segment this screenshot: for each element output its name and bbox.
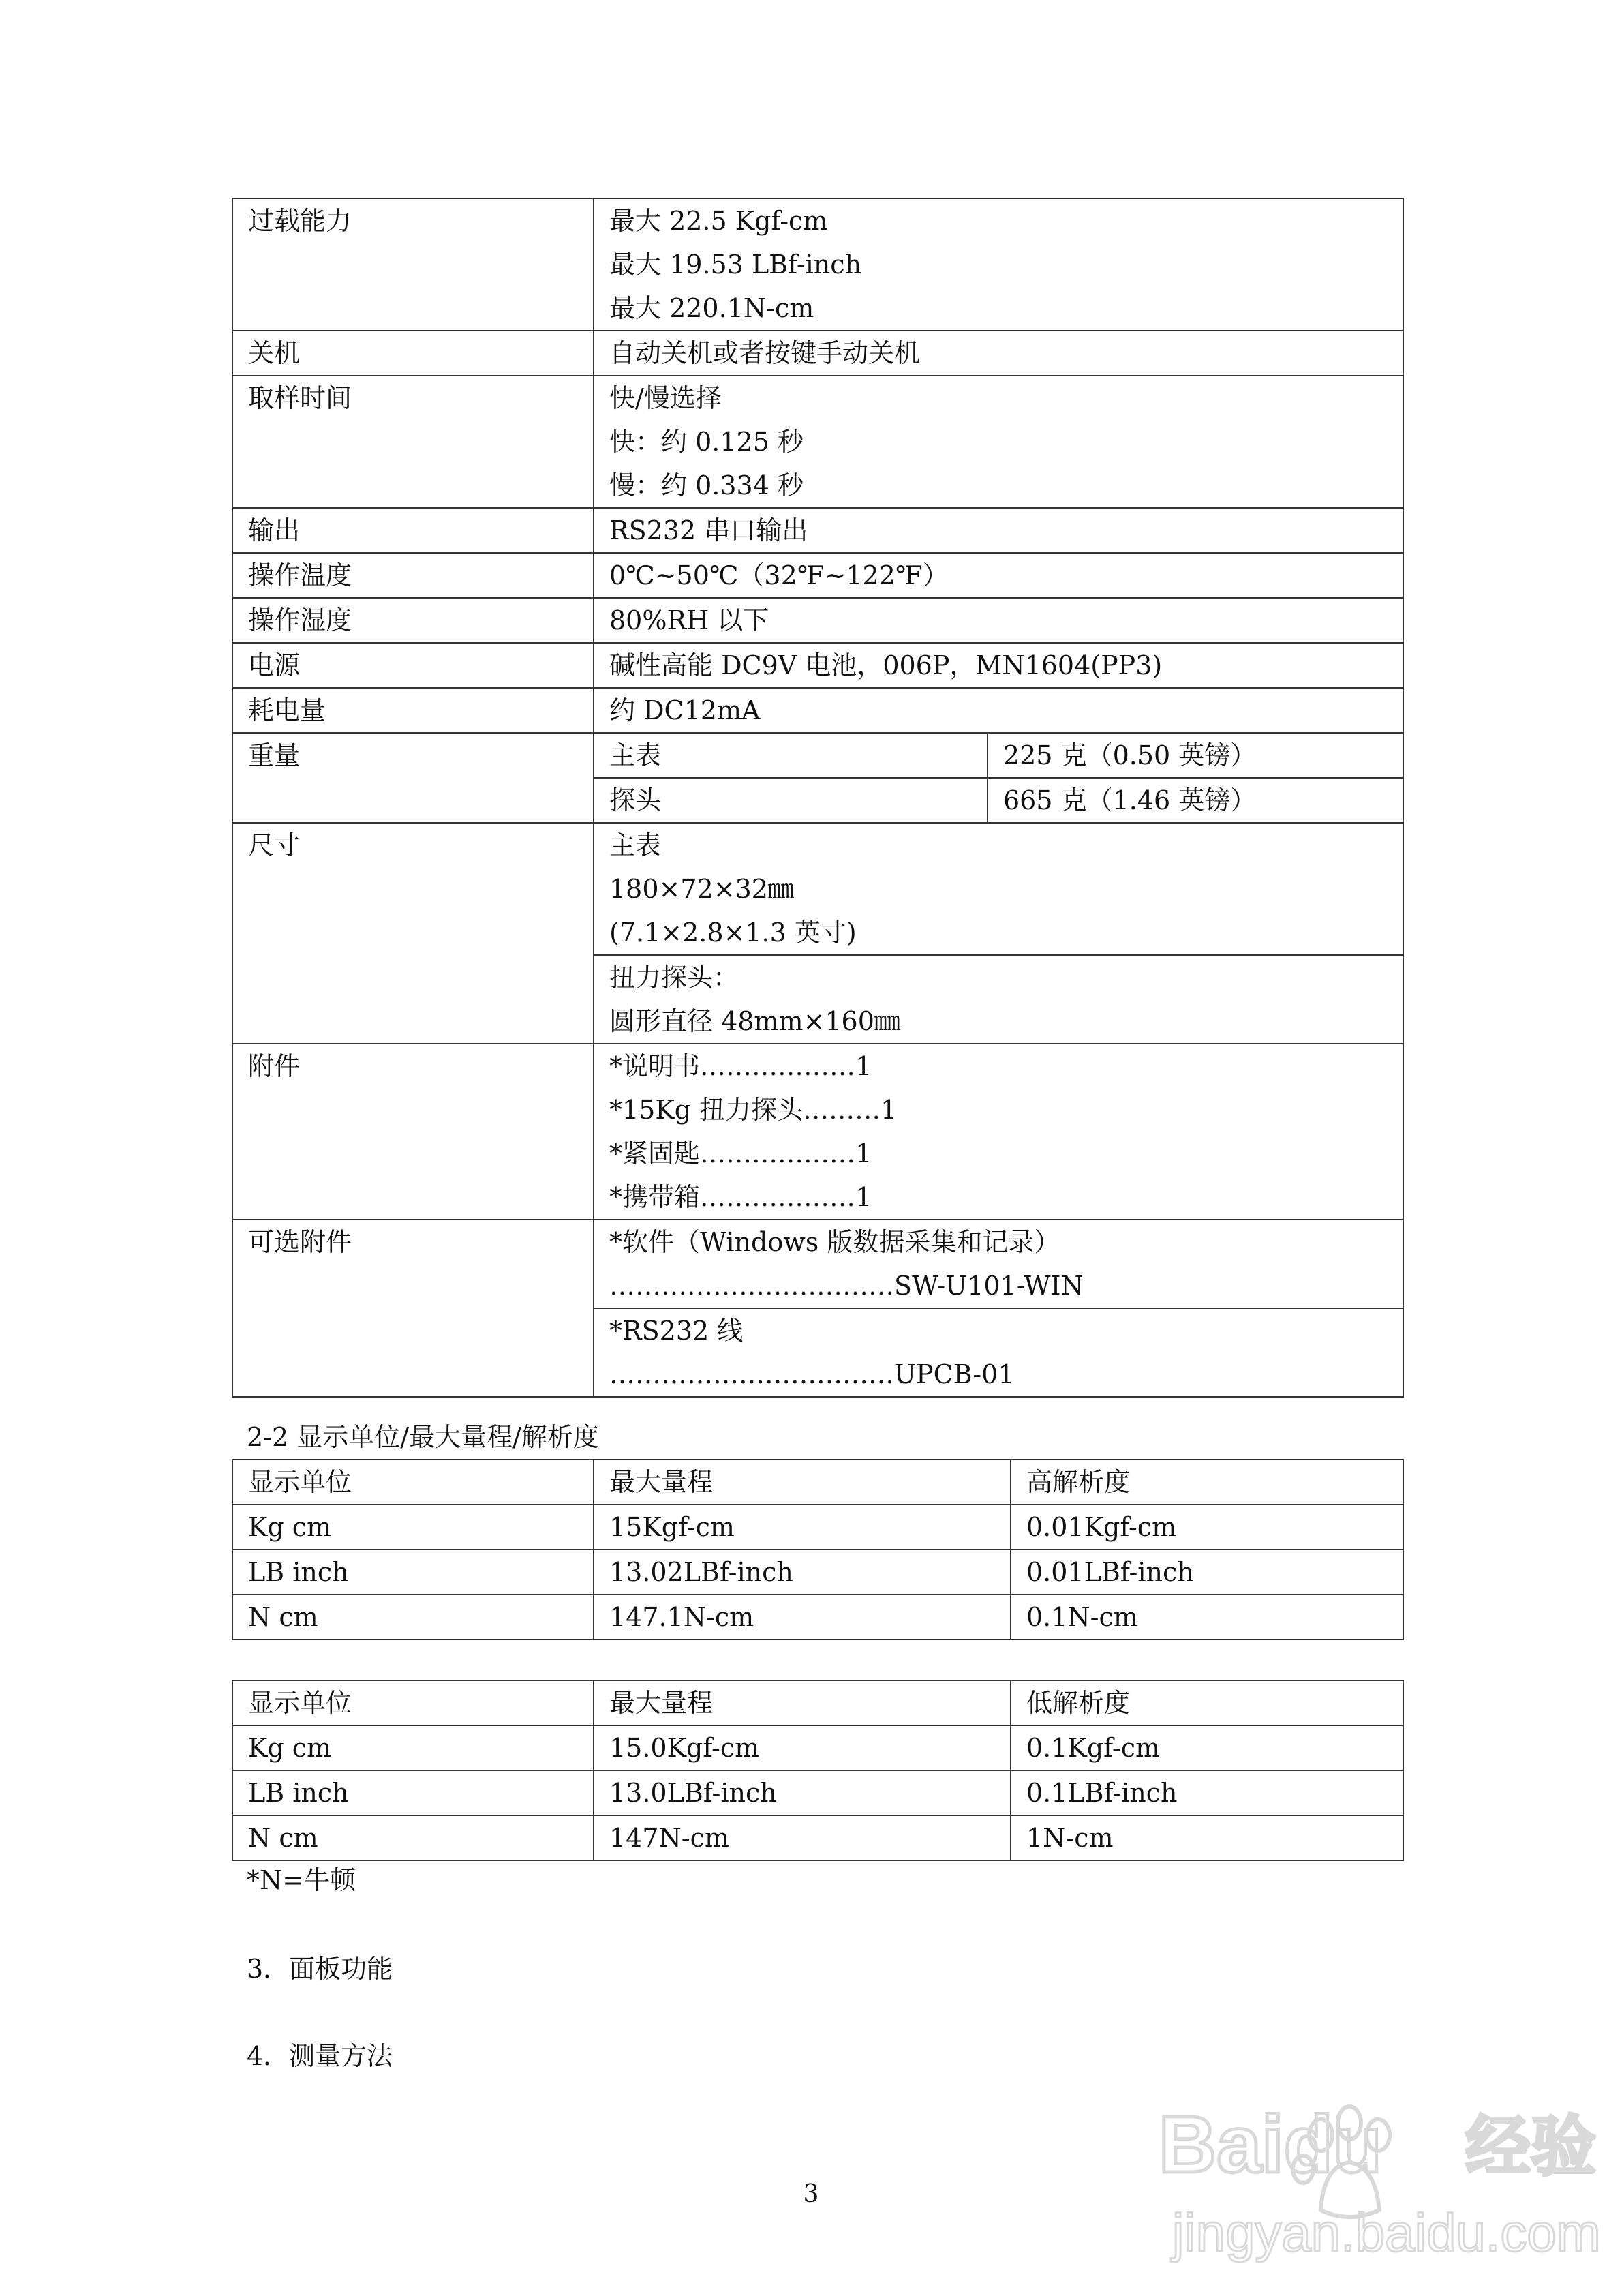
spec-line: *15Kg 扭力探头………1	[609, 1095, 898, 1125]
spec-line: 最大 19.53 LBf-inch	[609, 250, 862, 280]
spec-line: *说明书………………1	[609, 1051, 872, 1081]
column-header: 显示单位	[232, 1460, 594, 1505]
spec-value	[594, 376, 1403, 508]
spec-row-accessories	[232, 1044, 1403, 1220]
spec-line: 快/慢选择	[609, 383, 722, 413]
low-res-table	[232, 1680, 1404, 1861]
spec-label: 操作温度	[232, 553, 594, 598]
spec-label: 尺寸	[232, 823, 594, 1044]
column-header: 显示单位	[232, 1680, 594, 1725]
high-res-table	[232, 1459, 1404, 1640]
table-cell: Kg cm	[232, 1505, 594, 1550]
spec-row-op-temp	[232, 553, 1403, 598]
table-row	[232, 1595, 1403, 1640]
table-cell: 13.02LBf-inch	[594, 1550, 1011, 1595]
page-number: 3	[803, 2180, 819, 2208]
spec-line: *软件（Windows 版数据采集和记录）	[609, 1227, 1060, 1257]
spec-line: *RS232 线	[609, 1316, 744, 1346]
spec-value: 约 DC12mA	[594, 688, 1403, 733]
column-header: 高解析度	[1011, 1460, 1403, 1505]
table-cell: 0.01LBf-inch	[1011, 1550, 1403, 1595]
table-cell: N cm	[232, 1595, 594, 1640]
table-row	[232, 1770, 1403, 1815]
spec-value	[594, 1308, 1403, 1397]
column-header: 最大量程	[594, 1680, 1011, 1725]
weight-value: 225 克（0.50 英镑）	[988, 733, 1403, 778]
table-cell: 147N-cm	[594, 1815, 1011, 1860]
spec-row-power-off	[232, 331, 1403, 376]
spec-line: 慢：约 0.334 秒	[609, 470, 804, 500]
spec-row-sampling	[232, 376, 1403, 508]
table-header-row	[232, 1460, 1403, 1505]
spec-label: 重量	[232, 733, 594, 823]
spec-line: 快：约 0.125 秒	[609, 427, 804, 457]
spec-label: 可选附件	[232, 1220, 594, 1397]
spec-row-op-humidity	[232, 598, 1403, 643]
table-cell: LB inch	[232, 1770, 594, 1815]
spec-value: 碱性高能 DC9V 电池，006P，MN1604(PP3)	[594, 643, 1403, 688]
watermark-url: jingyan.baidu.com	[1172, 2203, 1601, 2263]
spec-line: 主表	[609, 830, 662, 860]
spec-row-overload	[232, 198, 1403, 331]
spec-line: 最大 22.5 Kgf-cm	[609, 206, 828, 236]
spec-value: RS232 串口输出	[594, 508, 1403, 553]
spec-line: 扭力探头：	[609, 963, 739, 993]
table-row	[232, 1725, 1403, 1770]
spec-line: ……………………………UPCB-01	[609, 1359, 1015, 1389]
spec-line: *携带箱………………1	[609, 1182, 872, 1212]
spec-label: 关机	[232, 331, 594, 376]
column-header: 最大量程	[594, 1460, 1011, 1505]
table-row	[232, 1815, 1403, 1860]
table-cell: N cm	[232, 1815, 594, 1860]
spec-row-output	[232, 508, 1403, 553]
baidu-jingyan-watermark	[1145, 2052, 1608, 2277]
spec-value: 自动关机或者按键手动关机	[594, 331, 1403, 376]
table-cell: 1N-cm	[1011, 1815, 1403, 1860]
spec-line: ……………………………SW-U101-WIN	[609, 1271, 1084, 1301]
spec-value	[594, 823, 1403, 955]
spec-label: 输出	[232, 508, 594, 553]
spec-line: *紧固匙………………1	[609, 1138, 872, 1168]
spec-row-power-supply	[232, 643, 1403, 688]
spec-label: 操作湿度	[232, 598, 594, 643]
table-cell: 15.0Kgf-cm	[594, 1725, 1011, 1770]
spec-line: (7.1×2.8×1.3 英寸)	[609, 918, 857, 948]
spec-value: 0℃~50℃（32℉~122℉）	[594, 553, 1403, 598]
table-row	[232, 1550, 1403, 1595]
spec-label: 过载能力	[232, 198, 594, 331]
section-heading-4: 4．测量方法	[247, 2041, 393, 2071]
weight-item: 探头	[594, 778, 988, 823]
weight-item: 主表	[594, 733, 988, 778]
spec-value	[594, 198, 1403, 331]
table-cell: 15Kgf-cm	[594, 1505, 1011, 1550]
table-cell: 147.1N-cm	[594, 1595, 1011, 1640]
spec-line: 最大 220.1N-cm	[609, 293, 814, 323]
spec-label: 电源	[232, 643, 594, 688]
table-row	[232, 1505, 1403, 1550]
weight-value: 665 克（1.46 英镑）	[988, 778, 1403, 823]
table-cell: Kg cm	[232, 1725, 594, 1770]
spec-row-consumption	[232, 688, 1403, 733]
spec-value	[594, 955, 1403, 1044]
table-cell: 0.1N-cm	[1011, 1595, 1403, 1640]
table-cell: 0.01Kgf-cm	[1011, 1505, 1403, 1550]
spec-value	[594, 1044, 1403, 1220]
spec-label: 附件	[232, 1044, 594, 1220]
table-cell: LB inch	[232, 1550, 594, 1595]
table-cell: 0.1LBf-inch	[1011, 1770, 1403, 1815]
spec-row-dimensions	[232, 823, 1403, 955]
spec-table	[232, 198, 1404, 1398]
watermark-brand-cn: 经验	[1465, 2109, 1596, 2185]
section-heading-2-2: 2-2 显示单位/最大量程/解析度	[247, 1422, 599, 1452]
spec-line: 180×72×32㎜	[609, 874, 794, 904]
section-heading-3: 3．面板功能	[247, 1954, 393, 1984]
table-header-row	[232, 1680, 1403, 1725]
column-header: 低解析度	[1011, 1680, 1403, 1725]
spec-value	[594, 1220, 1403, 1308]
watermark-brand: Baidu	[1159, 2100, 1382, 2190]
table-cell: 13.0LBf-inch	[594, 1770, 1011, 1815]
spec-row-optional	[232, 1220, 1403, 1308]
spec-label: 取样时间	[232, 376, 594, 508]
spec-value: 80%RH 以下	[594, 598, 1403, 643]
table-cell: 0.1Kgf-cm	[1011, 1725, 1403, 1770]
unit-note: *N=牛顿	[247, 1865, 356, 1895]
spec-label: 耗电量	[232, 688, 594, 733]
spec-row-weight	[232, 733, 1403, 778]
spec-line: 圆形直径 48mm×160㎜	[609, 1006, 900, 1036]
